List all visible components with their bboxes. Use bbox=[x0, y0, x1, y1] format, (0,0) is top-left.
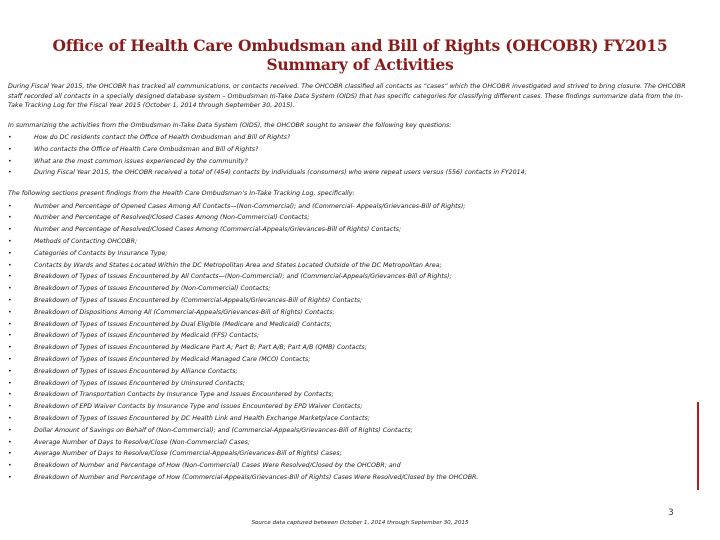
title-line-2: Summary of Activities bbox=[266, 55, 454, 74]
question-item: • What are the most common issues experienced by the community? bbox=[8, 156, 694, 168]
section-item: • Dollar Amount of Savings on Behalf of (Non-Commercial); and (Commercial-Appeals/Grievances-Bill of Rights) Contacts; bbox=[8, 425, 694, 437]
section-item: • Breakdown of Number and Percentage of How (Non-Commercial) Cases Were Resolved/Closed by the OHCOBR; and bbox=[8, 460, 694, 472]
section-item: • Breakdown of Types of Issues Encountered by All Contacts—(Non-Commercial); and (Commercial-Appeals/Grievances-Bill of Rights); bbox=[8, 271, 694, 283]
section-item: • Average Number of Days to Resolve/Close (Commercial-Appeals/Grievances-Bill of Rights) Cases; bbox=[8, 448, 694, 460]
document-body bbox=[8, 82, 694, 494]
section-item: • Number and Percentage of Resolved/Closed Cases Among (Non-Commercial) Contacts; bbox=[8, 212, 694, 224]
section-item: • Contacts by Wards and States Located Within the DC Metropolitan Area and States Located Outside of the DC Metropolitan Area; bbox=[8, 260, 694, 272]
section-item: • Breakdown of Types of Issues Encountered by DC Health Link and Health Exchange Marketplace Contacts; bbox=[8, 413, 694, 425]
section-item: • Breakdown of Types of Issues Encountered by (Commercial-Appeals/Grievances-Bill of Rights) Contacts; bbox=[8, 295, 694, 307]
source-footnote: Source data captured between October 1, 2014 through September 30, 2015 bbox=[251, 520, 469, 526]
section-item: • Breakdown of Types of Issues Encountered by Dual Eligible (Medicare and Medicaid) Contacts; bbox=[8, 319, 694, 331]
question-item: • Who contacts the Office of Health Care Ombudsman and Bill of Rights? bbox=[8, 144, 694, 156]
sections-intro: The following sections present findings from the Health Care Ombudsman’s In-Take Tracking Log, specifically: bbox=[8, 190, 355, 198]
section-item: • Breakdown of Types of Issues Encountered by Alliance Contacts; bbox=[8, 366, 694, 378]
page-number: 3 bbox=[668, 508, 674, 518]
section-item: • Breakdown of Types of Issues Encountered by Medicare Part A; Part B; Part A/B; Part A/B (QMB) Contacts; bbox=[8, 342, 694, 354]
section-item: • Breakdown of Types of Issues Encountered by (Non-Commercial) Contacts; bbox=[8, 283, 694, 295]
accent-rule bbox=[697, 402, 699, 490]
sections-list bbox=[8, 201, 694, 484]
section-item: • Methods of Contacting OHCOBR; bbox=[8, 236, 694, 248]
section-item: • Breakdown of Types of Issues Encountered by Medicaid Managed Care (MCO) Contacts; bbox=[8, 354, 694, 366]
section-item: • Breakdown of Dispositions Among All (Commercial-Appeals/Grievances-Bill of Rights) Contacts; bbox=[8, 307, 694, 319]
questions-intro: In summarizing the activities from the Ombudsman In-Take Data System (OIDS), the OHCOBR sought to answer the following key questions: bbox=[8, 121, 452, 129]
section-item: • Number and Percentage of Opened Cases Among All Contacts—(Non-Commercial); and (Commercial- Appeals/Grievances-Bill of Rights); bbox=[8, 201, 694, 213]
intro-paragraph: During Fiscal Year 2015, the OHCOBR has tracked all communications, or contacts received. The OHCOBR classified all contacts as “cases” which the OHCOBR investigated and strived to bring closure. The OHCOBR staff recorded all contacts in a specially designed database system – Ombudsman In-Take Data System (OIDS) that has specific categories for classifying different cases. These findings summarize data from the In-Take Tracking Log for the Fiscal Year 2015 (October 1, 2014 through September 30, 2015). bbox=[8, 83, 686, 109]
section-item: • Number and Percentage of Resolved/Closed Cases Among (Commercial-Appeals/Grievances-Bill of Rights) Contacts; bbox=[8, 224, 694, 236]
section-item: • Breakdown of Transportation Contacts by Insurance Type and Issues Encountered by Contacts; bbox=[8, 389, 694, 401]
question-item: • During Fiscal Year 2015, the OHCOBR received a total of (454) contacts by individuals (consumers) who were repeat users versus (556) contacts in FY2014; bbox=[8, 167, 694, 179]
section-item: • Breakdown of Types of Issues Encountered by Uninsured Contacts; bbox=[8, 378, 694, 390]
question-item: • How do DC residents contact the Office of Health Ombudsman and Bill of Rights? bbox=[8, 132, 694, 144]
section-item: • Categories of Contacts by Insurance Type; bbox=[8, 248, 694, 260]
page-title bbox=[0, 36, 720, 74]
section-item: • Breakdown of EPD Waiver Contacts by Insurance Type and Issues Encountered by EPD Waiver Contacts; bbox=[8, 401, 694, 413]
section-item: • Breakdown of Number and Percentage of How (Commercial-Appeals/Grievances-Bill of Rights) Cases Were Resolved/Closed by the OHCOBR. bbox=[8, 472, 694, 484]
section-item: • Average Number of Days to Resolve/Close (Non-Commercial) Cases; bbox=[8, 437, 694, 449]
questions-list bbox=[8, 132, 694, 179]
section-item: • Breakdown of Types of Issues Encountered by Medicaid (FFS) Contacts; bbox=[8, 330, 694, 342]
title-line-1: Office of Health Care Ombudsman and Bill of Rights (OHCOBR) FY2015 bbox=[52, 36, 668, 55]
